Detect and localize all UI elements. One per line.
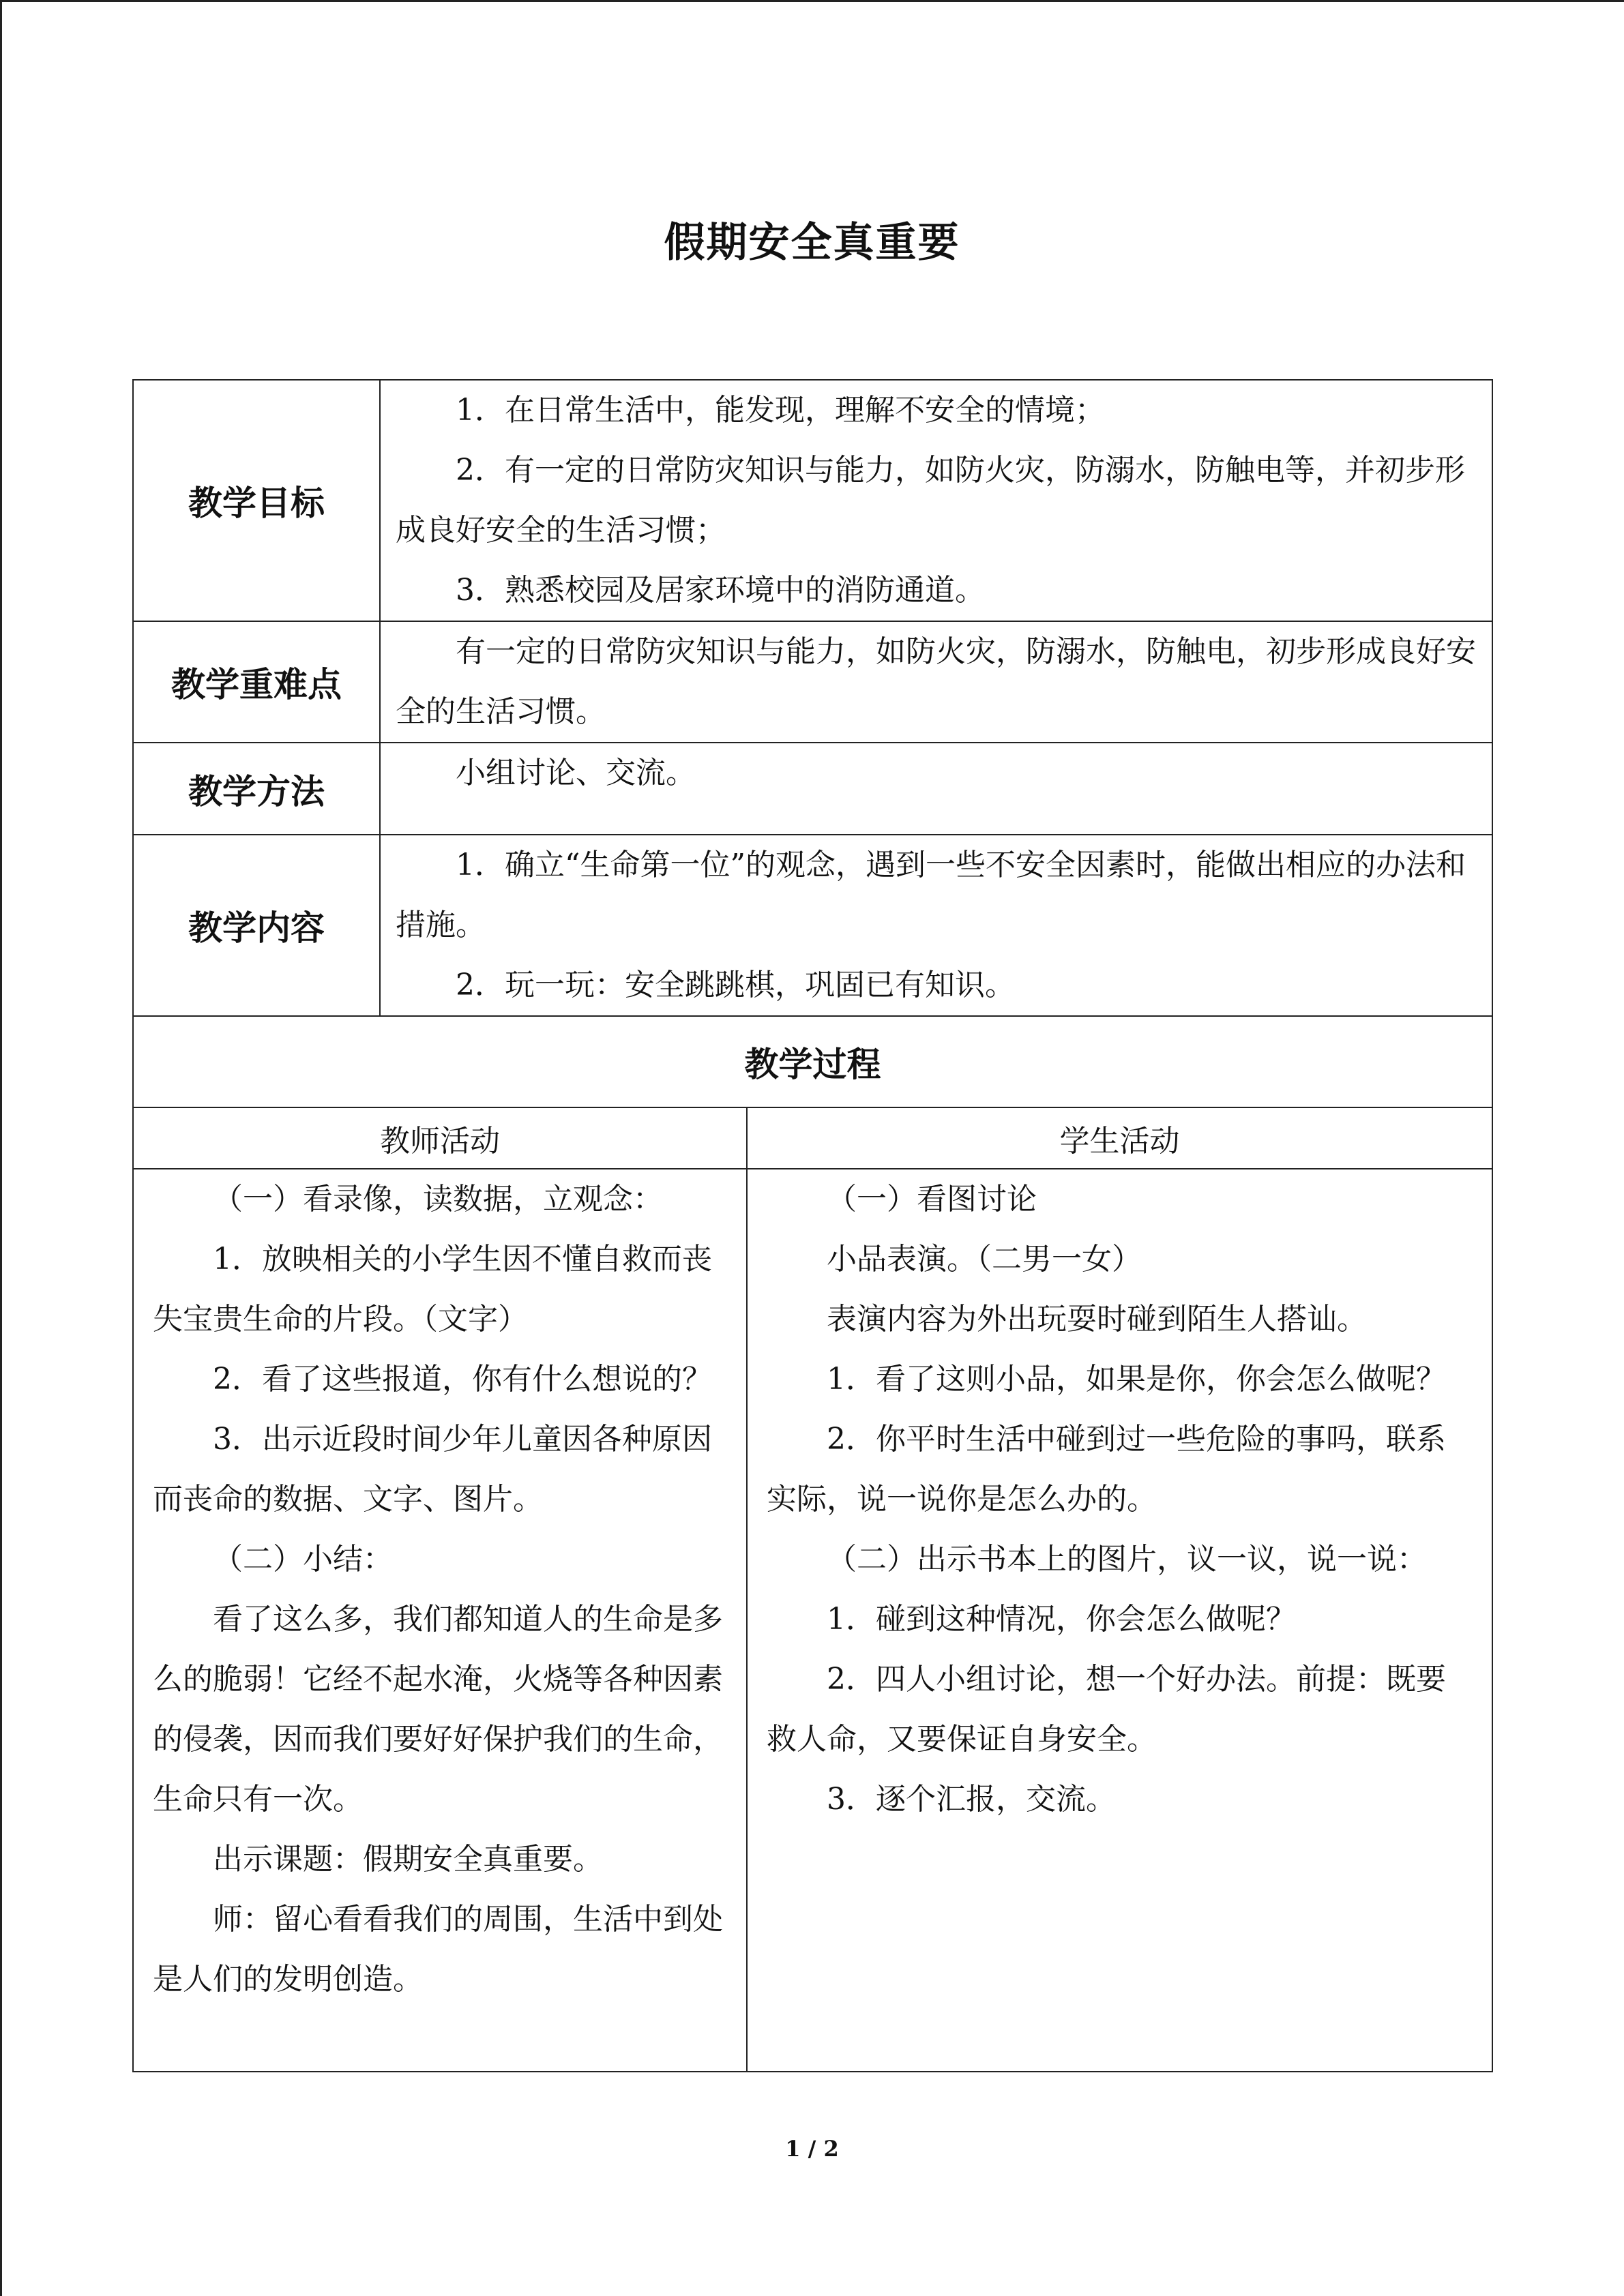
teacher-paragraph: 看了这么多，我们都知道人的生命是多么的脆弱！它经不起水淹，火烧等各种因素的侵袭，因而我们要好好保护我们的生命，生命只有一次。 xyxy=(153,1602,723,1817)
label-key-difficulties: 教学重难点 xyxy=(133,621,380,743)
row-process-title xyxy=(133,1016,1492,1107)
page-number: 1 / 2 xyxy=(785,2136,839,2162)
student-activity-header: 学生活动 xyxy=(747,1107,1492,1169)
student-paragraph: 2．你平时生活中碰到过一些危险的事吗，联系实际，说一说你是怎么办的。 xyxy=(767,1422,1446,1517)
label-teaching-method: 教学方法 xyxy=(133,743,380,835)
teacher-paragraph: 出示课题：假期安全真重要。 xyxy=(213,1842,603,1877)
student-paragraph: 小品表演。（二男一女） xyxy=(827,1242,1142,1277)
teacher-activity-header: 教师活动 xyxy=(133,1107,747,1169)
student-paragraph: 3．逐个汇报，交流。 xyxy=(827,1782,1116,1817)
content-teaching-goals xyxy=(380,380,1492,621)
teacher-paragraph: 师：留心看看我们的周围，生活中到处是人们的发明创造。 xyxy=(153,1902,723,1997)
page-border-top xyxy=(0,0,1624,2)
student-paragraph: 2．四人小组讨论，想一个好办法。前提：既要救人命，又要保证自身安全。 xyxy=(767,1662,1446,1757)
student-paragraph: 1．看了这则小品，如果是你，你会怎么做呢？ xyxy=(827,1362,1446,1397)
teaching-process-heading: 教学过程 xyxy=(133,1016,1492,1107)
lesson-plan-table xyxy=(132,379,1493,2072)
goal-paragraph: 3．熟悉校园及居家环境中的消防通道。 xyxy=(456,573,985,608)
row-activities xyxy=(133,1169,1492,2072)
goal-paragraph: 1．在日常生活中，能发现，理解不安全的情境； xyxy=(456,393,1105,428)
row-key-difficulties xyxy=(133,621,1492,743)
teacher-paragraph: （一）看录像，读数据，立观念： xyxy=(213,1182,663,1217)
content-teaching-content xyxy=(380,835,1492,1016)
student-paragraph: （二）出示书本上的图片，议一议，说一说： xyxy=(827,1542,1427,1577)
difficulty-paragraph: 有一定的日常防灾知识与能力，如防火灾，防溺水，防触电，初步形成良好安全的生活习惯。 xyxy=(396,634,1476,729)
student-paragraph: 表演内容为外出玩耍时碰到陌生人搭讪。 xyxy=(827,1302,1367,1337)
content-key-difficulties xyxy=(380,621,1492,743)
teacher-paragraph: 2．看了这些报道，你有什么想说的？ xyxy=(213,1362,712,1397)
label-teaching-content: 教学内容 xyxy=(133,835,380,1016)
teacher-activity-cell xyxy=(133,1169,747,2072)
student-paragraph: （一）看图讨论 xyxy=(827,1182,1037,1217)
row-teaching-goals xyxy=(133,380,1492,621)
row-activity-headers xyxy=(133,1107,1492,1169)
content-paragraph: 2．玩一玩：安全跳跳棋，巩固已有知识。 xyxy=(456,968,1015,1002)
page-border-left xyxy=(0,0,2,2296)
teacher-paragraph: 3．出示近段时间少年儿童因各种原因而丧命的数据、文字、图片。 xyxy=(153,1422,712,1517)
student-activity-cell xyxy=(747,1169,1492,2072)
label-teaching-goals: 教学目标 xyxy=(133,380,380,621)
content-paragraph: 1．确立“生命第一位”的观念，遇到一些不安全因素时，能做出相应的办法和措施。 xyxy=(396,848,1466,942)
goal-paragraph: 2．有一定的日常防灾知识与能力，如防火灾，防溺水，防触电等，并初步形成良好安全的生活习惯； xyxy=(396,453,1465,548)
row-teaching-content xyxy=(133,835,1492,1016)
student-paragraph: 1．碰到这种情况，你会怎么做呢？ xyxy=(827,1602,1296,1637)
teacher-paragraph: 1．放映相关的小学生因不懂自救而丧失宝贵生命的片段。（文字） xyxy=(153,1242,712,1337)
document-title: 假期安全真重要 xyxy=(664,219,960,267)
method-paragraph: 小组讨论、交流。 xyxy=(456,756,696,790)
row-teaching-method xyxy=(133,743,1492,835)
teacher-paragraph: （二）小结： xyxy=(213,1542,393,1577)
content-teaching-method xyxy=(380,743,1492,835)
